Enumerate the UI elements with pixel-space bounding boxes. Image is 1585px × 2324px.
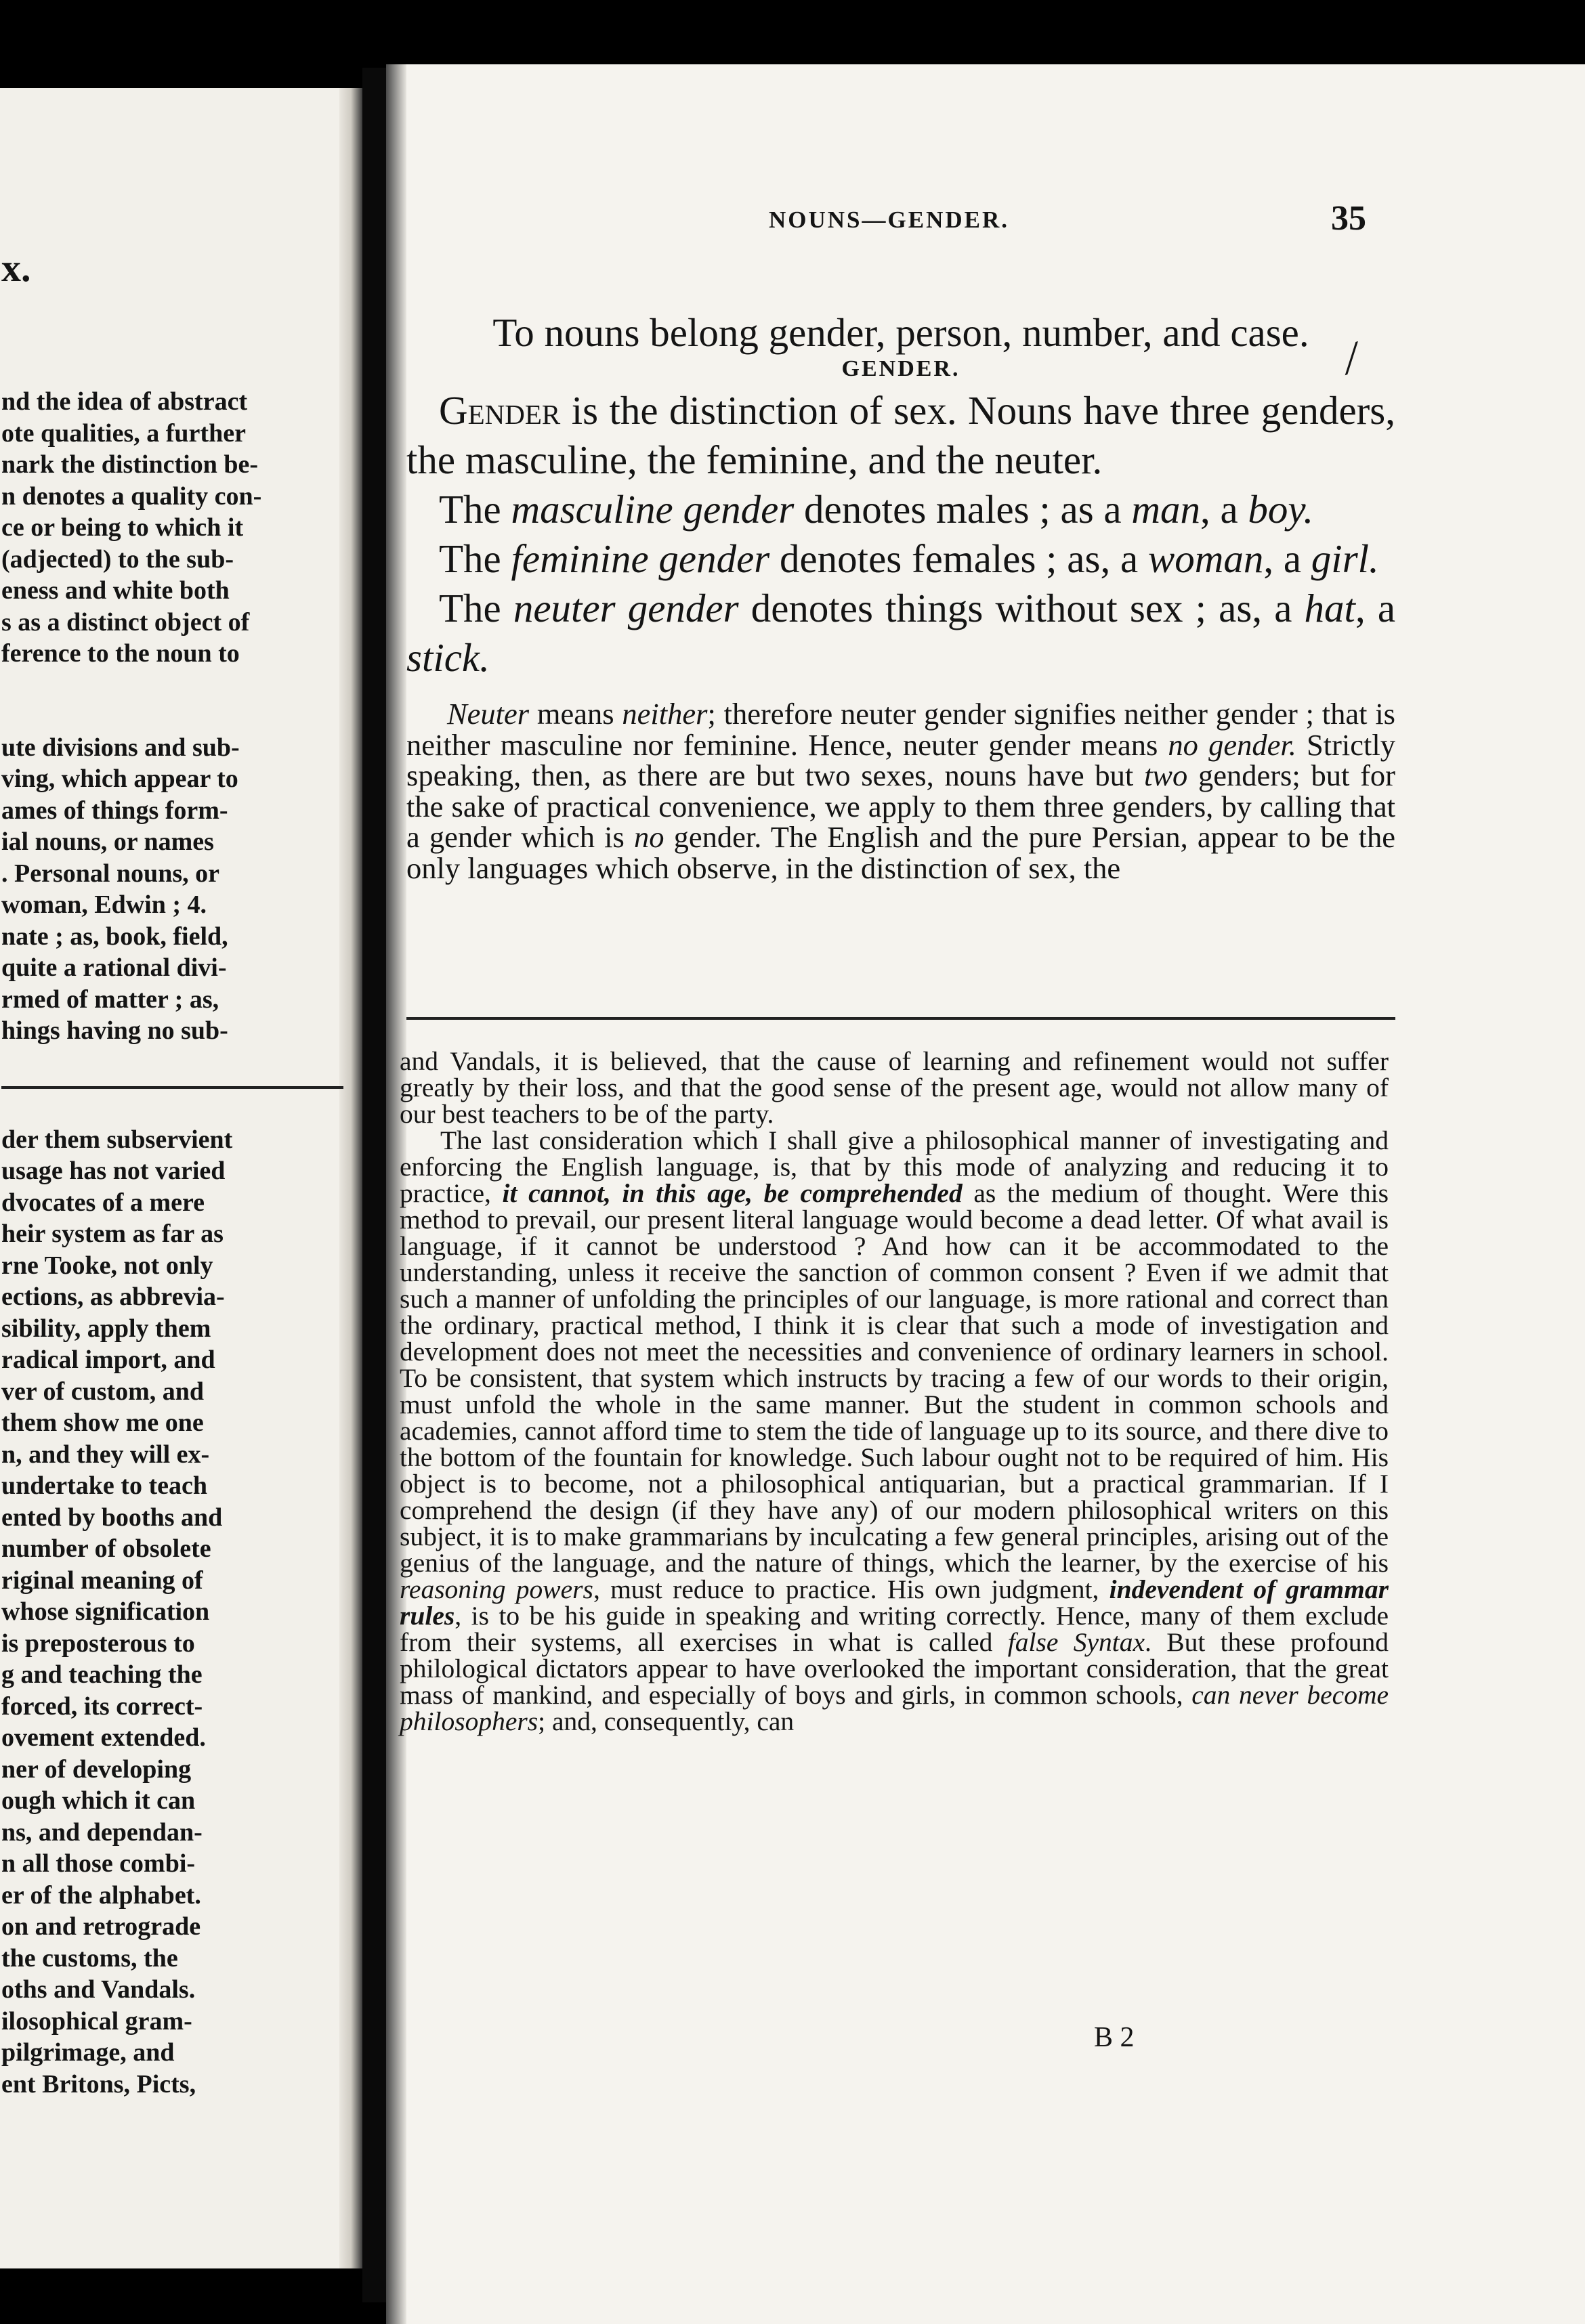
left-text-line: (adjected) to the sub- xyxy=(1,544,234,574)
text-span: ; and, consequently, can xyxy=(538,1706,795,1736)
text-span: , must reduce to practice. His own judgment, xyxy=(593,1574,1110,1604)
left-text-line: sibility, apply them xyxy=(1,1314,211,1343)
text-span: denotes things without sex ; as, a xyxy=(738,586,1305,630)
text-span: denotes females ; as, a xyxy=(769,536,1148,581)
left-page-text xyxy=(1,386,354,2100)
left-text-line: nd the idea of abstract xyxy=(1,387,248,416)
text-span: The last consideration which I shall give a philosophical manner of investigating and enforcing the English language, is, that by this mode of analyzing and reducing it to practice, xyxy=(400,1125,1389,1208)
left-text-line: ent Britons, Picts, xyxy=(1,2069,196,2099)
left-text-line: hings having no sub- xyxy=(1,1016,228,1045)
left-text-block xyxy=(1,1124,354,2101)
emphasis: reasoning powers xyxy=(400,1574,593,1604)
text-span: . But these profound philological dictators appear to have overlooked the important consideration, that the great mass of mankind, and especially of boys and girls, in common schools, xyxy=(400,1627,1389,1710)
left-text-line: undertake to teach xyxy=(1,1471,207,1500)
italic-word: no gender. xyxy=(1168,727,1296,762)
left-text-line: ames of things form- xyxy=(1,796,228,825)
left-text-line: heir system as far as xyxy=(1,1220,224,1248)
italic-word: neither xyxy=(622,697,708,731)
left-text-line: nate ; as, book, field, xyxy=(1,922,228,951)
text-span: , a xyxy=(1355,586,1396,630)
definition-text: is the distinction of sex. Nouns have three genders, the masculine, the feminine, and the neuter. xyxy=(406,388,1395,482)
left-text-block xyxy=(1,732,354,1047)
feminine-paragraph xyxy=(406,534,1395,584)
text-span: denotes males ; as a xyxy=(794,487,1132,532)
left-running-mark: x. xyxy=(1,246,31,290)
left-text-line: usage has not varied xyxy=(1,1157,226,1185)
main-text xyxy=(406,308,1395,884)
left-text-line: eness and white both xyxy=(1,576,230,605)
left-text-line: g and teaching the xyxy=(1,1660,203,1689)
italic-term: masculine gender xyxy=(511,487,795,532)
left-text-line: ented by booths and xyxy=(1,1503,223,1532)
text-span: genders; but for the sake of practical convenience, we apply to them three genders, by calling that a gender which is xyxy=(406,758,1395,854)
left-text-line: forced, its correct- xyxy=(1,1692,203,1721)
left-text-line: ote qualities, a further xyxy=(1,418,246,448)
left-text-line: ough which it can xyxy=(1,1786,196,1815)
left-text-line: ner of developing xyxy=(1,1755,192,1784)
intro-line: To nouns belong gender, person, number, and case. xyxy=(492,310,1309,355)
footnote-rule xyxy=(406,1017,1395,1020)
text-span: Strictly speaking, then, as there are but two sexes, nouns have but xyxy=(406,727,1395,792)
italic-term: neuter gender xyxy=(513,586,739,630)
footnote-paragraph: and Vandals, it is believed, that the cause of learning and refinement would not suffer greatly by their loss, and that the good sense of the present age, would not allow many of our best teachers to be of the party. xyxy=(400,1046,1389,1129)
italic-example: hat xyxy=(1304,586,1355,630)
left-text-line: dvocates of a mere xyxy=(1,1188,205,1217)
text-span: gender. The English and the pure Persian, appear to be the only languages which observe, in the distinction of sex, the xyxy=(406,820,1395,885)
left-text-line: n, and they will ex- xyxy=(1,1440,210,1469)
italic-word: two xyxy=(1143,758,1188,792)
left-footnote-rule xyxy=(1,1086,343,1089)
text-span: ; therefore neuter gender signifies neither gender ; that is neither masculine nor feminine. Hence, neuter gender means xyxy=(406,697,1395,762)
left-text-line: n all those combi- xyxy=(1,1849,196,1878)
italic-word: no xyxy=(634,820,664,854)
left-text-line: woman, Edwin ; 4. xyxy=(1,890,207,919)
left-text-block xyxy=(1,386,354,670)
italic-example: boy. xyxy=(1248,487,1314,532)
definition-paragraph xyxy=(406,386,1395,485)
text-span: , is to be his guide in speaking and writing correctly. Hence, many of them exclude from their systems, all exercises in what is called xyxy=(400,1601,1389,1657)
left-text-line: er of the alphabet. xyxy=(1,1880,201,1910)
emphasis: it cannot, in this age, be comprehended xyxy=(502,1178,963,1208)
emphasis: false Syntax xyxy=(1007,1627,1145,1657)
left-text-line: ilosophical gram- xyxy=(1,2006,192,2036)
text-span: as the medium of thought. Were this method to prevail, our present literal language would become a dead letter. Of what avail is language, if it cannot be understood ? And how can it be accommodated to the understanding, unless it receive the sanction of common consent ? Even if we admit that such a manner of unfolding the principles of our language, is more rational and correct than the ordinary, practical method, I think it is clear that such a mode of investigation and development does not meet the necessities and convenience of ordinary learners in school. To be consistent, that system which instructs by tracing a few of our words to their origin, must unfold the whole in the same manner. But the student in common schools and academies, cannot afford time to stem the tide of language up to its source, and there dive to the bottom of the fountain for knowledge. Such labour ought not to be required of him. His object is to become, not a philosophical antiquarian, but a practical grammarian. If I comprehend the design (if they have any) of our modern philosophical writers on this subject, it is to make grammarians by inculcating a few general principles, arising out of the genius of the language, and the nature of things, which the learner, by the exercise of his xyxy=(400,1178,1389,1578)
italic-term: feminine gender xyxy=(511,536,770,581)
left-page xyxy=(0,88,362,2268)
left-text-line: pilgrimage, and xyxy=(1,2038,175,2067)
italic-word: Neuter xyxy=(447,697,530,731)
left-text-line: is preposterous to xyxy=(1,1629,195,1658)
signature-mark: B 2 xyxy=(1094,2022,1135,2053)
corner-mark: ∕ xyxy=(1340,334,1363,382)
neuter-paragraph xyxy=(406,584,1395,683)
page-number: 35 xyxy=(1331,199,1366,238)
text-span: , a xyxy=(1200,487,1248,532)
emphasis: can never become philosophers xyxy=(400,1680,1389,1736)
note-paragraph xyxy=(406,699,1395,884)
left-text-line: riginal meaning of xyxy=(1,1566,203,1595)
left-text-line: ving, which appear to xyxy=(1,765,238,793)
footnote-paragraph xyxy=(400,1127,1389,1735)
left-text-line: s as a distinct object of xyxy=(1,607,250,637)
left-text-line: number of obsolete xyxy=(1,1534,211,1563)
emphasis: indevendent of grammar rules xyxy=(400,1574,1389,1631)
left-text-line: n denotes a quality con- xyxy=(1,481,262,511)
text-span: The xyxy=(439,536,511,581)
left-text-line: on and retrograde xyxy=(1,1912,201,1941)
masculine-paragraph xyxy=(406,485,1395,534)
section-heading: GENDER. xyxy=(841,356,960,381)
footnote xyxy=(400,1048,1389,1735)
left-text-line: ovement extended. xyxy=(1,1723,206,1752)
left-text-line: the customs, the xyxy=(1,1943,178,1973)
defined-term: Gender xyxy=(439,388,561,433)
left-text-line: quite a rational divi- xyxy=(1,953,227,982)
left-text-line: ute divisions and sub- xyxy=(1,733,240,762)
left-text-line: ns, and dependan- xyxy=(1,1817,203,1847)
italic-example: girl. xyxy=(1311,536,1379,581)
left-text-line: oths and Vandals. xyxy=(1,1975,196,2004)
text-span: means xyxy=(529,697,622,731)
left-text-line: der them subservient xyxy=(1,1125,233,1154)
left-text-line: ver of custom, and xyxy=(1,1377,205,1406)
italic-example: man xyxy=(1131,487,1200,532)
text-span: The xyxy=(439,487,511,532)
left-text-line: ections, as abbrevia- xyxy=(1,1283,225,1311)
left-text-line: rne Tooke, not only xyxy=(1,1251,213,1280)
running-title: NOUNS—GENDER. xyxy=(769,207,1010,233)
left-text-line: whose signification xyxy=(1,1597,210,1626)
left-text-line: ial nouns, or names xyxy=(1,827,214,856)
left-text-line: them show me one xyxy=(1,1408,204,1437)
left-text-line: rmed of matter ; as, xyxy=(1,985,219,1014)
left-text-line: radical import, and xyxy=(1,1346,215,1374)
text-span: The xyxy=(439,586,513,630)
left-text-line: nark the distinction be- xyxy=(1,450,258,479)
left-text-line: . Personal nouns, or xyxy=(1,859,219,888)
italic-example: stick. xyxy=(406,635,490,680)
text-span: , a xyxy=(1263,536,1311,581)
italic-example: woman xyxy=(1147,536,1264,581)
left-text-line: ference to the noun to xyxy=(1,639,240,668)
left-text-line: ce or being to which it xyxy=(1,513,244,542)
